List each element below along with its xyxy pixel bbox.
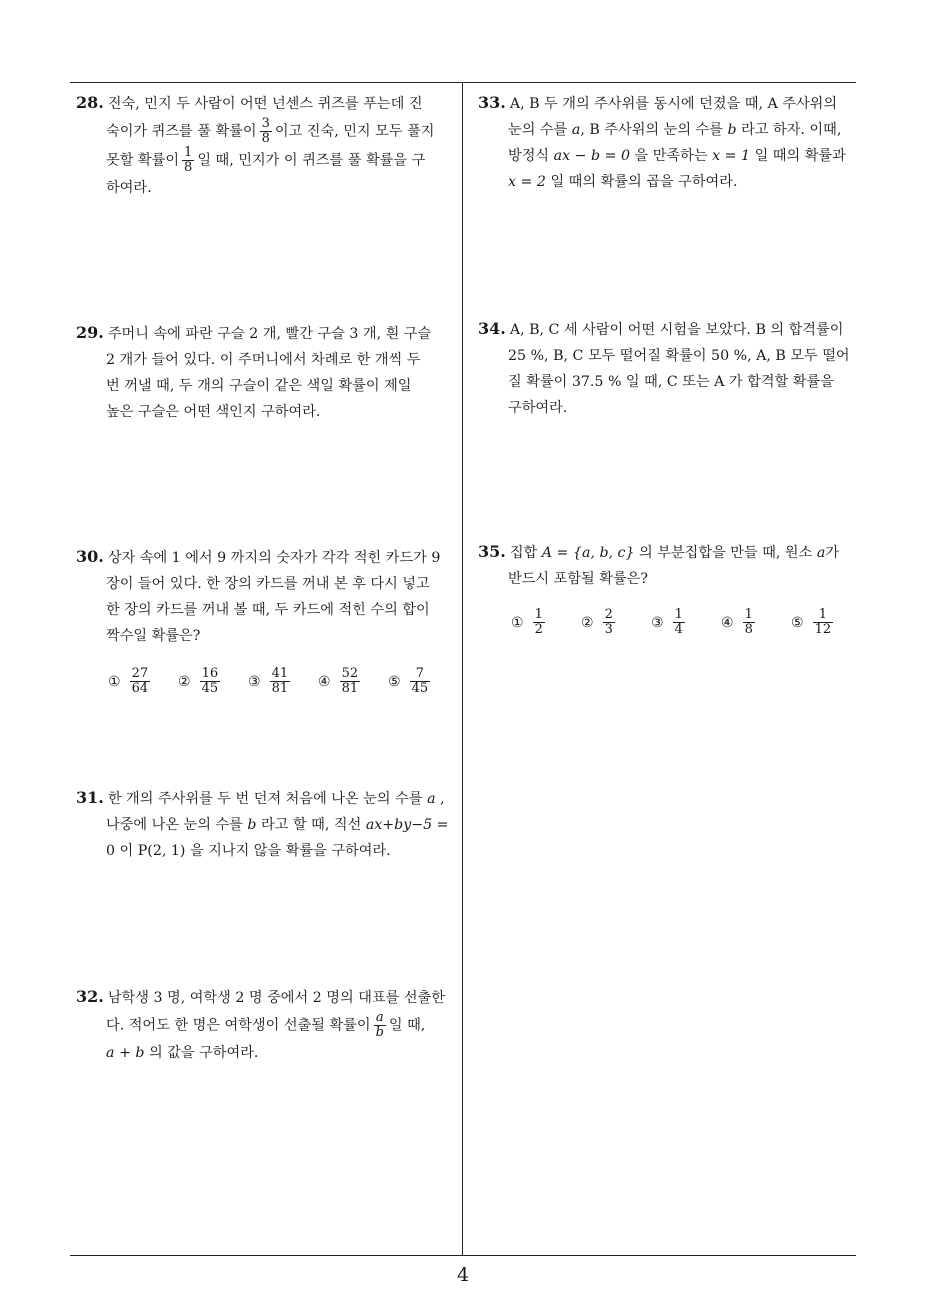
fraction-denominator: 45 xyxy=(201,681,219,696)
question-text: 2 개가 들어 있다. 이 주머니에서 차례로 한 개씩 두 xyxy=(106,352,421,368)
question-number: 28. xyxy=(76,93,104,112)
fraction-numerator: 52 xyxy=(341,666,359,681)
answer-choice[interactable] xyxy=(388,667,458,696)
fraction xyxy=(182,146,194,175)
fraction xyxy=(200,667,221,696)
fraction xyxy=(410,667,431,696)
question-number: 35. xyxy=(478,542,506,561)
fraction xyxy=(673,608,685,637)
question-text: 집합 xyxy=(509,545,538,561)
fraction-numerator: 41 xyxy=(271,666,289,681)
column-divider xyxy=(462,82,463,1256)
fraction-denominator: 64 xyxy=(131,681,149,696)
fraction-denominator: 8 xyxy=(184,160,193,175)
fraction-denominator: 8 xyxy=(261,131,270,146)
question-text: 높은 구슬은 어떤 색인지 구하여라. xyxy=(106,404,321,420)
question-number: 32. xyxy=(76,987,104,1006)
math-variable: b xyxy=(247,817,257,833)
question-text: 구하여라. xyxy=(508,400,568,416)
question-text: 진숙, 민지 두 사람이 어떤 넌센스 퀴즈를 푸는데 진 xyxy=(107,96,423,112)
math-expression: a + b xyxy=(106,1045,145,1061)
fraction-numerator: 1 xyxy=(744,607,753,622)
choice-mark: ④ xyxy=(721,614,734,631)
fraction-numerator: 1 xyxy=(813,608,834,623)
fraction-numerator: 3 xyxy=(261,116,270,131)
fraction-numerator: a xyxy=(374,1011,386,1026)
question-text: , B 주사위의 눈의 수를 xyxy=(580,122,723,138)
fraction xyxy=(260,117,272,146)
choice-mark: ③ xyxy=(248,673,261,690)
fraction-numerator: 27 xyxy=(131,666,149,681)
question-text: 하여라. xyxy=(106,180,152,196)
question-number: 33. xyxy=(478,93,506,112)
question-text: 방정식 xyxy=(508,148,550,164)
question-number: 30. xyxy=(76,547,104,566)
question-text: 나중에 나온 눈의 수를 xyxy=(106,817,243,833)
fraction-numerator: 1 xyxy=(184,145,193,160)
answer-choice[interactable] xyxy=(178,667,248,696)
answer-choices-30 xyxy=(108,667,458,696)
answer-choice[interactable] xyxy=(248,667,318,696)
question-number: 31. xyxy=(76,788,104,807)
answer-choice[interactable] xyxy=(318,667,388,696)
question-text: 한 개의 주사위를 두 번 던져 처음에 나온 눈의 수를 xyxy=(107,791,423,807)
fraction xyxy=(270,667,291,696)
question-34 xyxy=(478,316,862,421)
question-text: 일 때의 확률과 xyxy=(754,148,846,164)
math-variable: a xyxy=(816,545,826,561)
answer-choice[interactable] xyxy=(581,608,651,637)
question-text: 상자 속에 1 에서 9 까지의 숫자가 각각 적힌 카드가 9 xyxy=(107,550,441,566)
question-33 xyxy=(478,90,862,195)
question-text: 번 꺼낼 때, 두 개의 구슬이 같은 색일 확률이 제일 xyxy=(106,378,412,394)
fraction-denominator: b xyxy=(375,1025,384,1040)
question-text: A, B 두 개의 주사위를 동시에 던졌을 때, A 주사위의 xyxy=(509,96,838,112)
fraction-denominator: 8 xyxy=(744,622,753,637)
fraction-denominator: 81 xyxy=(271,681,289,696)
fraction xyxy=(533,608,545,637)
answer-choices-35 xyxy=(511,608,861,637)
question-text: 0 이 P(2, 1) 을 지나지 않을 확률을 구하여라. xyxy=(106,843,391,859)
fraction xyxy=(130,667,151,696)
fraction-numerator: 2 xyxy=(604,607,613,622)
bottom-rule xyxy=(70,1255,856,1256)
question-text: 이고 진숙, 민지 모두 풀지 xyxy=(274,123,435,140)
choice-mark: ⑤ xyxy=(388,673,401,690)
question-text: 라고 할 때, 직선 xyxy=(261,817,362,833)
page-number: 4 xyxy=(456,1264,470,1286)
question-text: 일 때의 확률의 곱을 구하여라. xyxy=(550,174,738,190)
fraction-denominator: 3 xyxy=(604,622,613,637)
choice-mark: ③ xyxy=(651,614,664,631)
fraction-denominator: 4 xyxy=(674,622,683,637)
question-31 xyxy=(76,785,456,864)
choice-mark: ① xyxy=(108,673,121,690)
fraction-denominator: 81 xyxy=(341,681,359,696)
question-number: 29. xyxy=(76,323,104,342)
math-equation: x = 1 xyxy=(712,148,751,164)
math-equation: x = 2 xyxy=(508,174,546,190)
question-text: 눈의 수를 xyxy=(508,122,568,138)
question-text: 한 장의 카드를 꺼내 볼 때, 두 카드에 적힌 수의 합이 xyxy=(106,602,430,618)
answer-choice[interactable] xyxy=(651,608,721,637)
question-text: 일 때, 민지가 이 퀴즈를 풀 확률을 구 xyxy=(197,152,426,169)
fraction-denominator: 2 xyxy=(534,622,543,637)
question-text: 장이 들어 있다. 한 장의 카드를 꺼내 본 후 다시 넣고 xyxy=(106,576,430,592)
fraction-denominator: 12 xyxy=(814,622,832,637)
choice-mark: ⑤ xyxy=(791,614,804,631)
question-text: 반드시 포함될 확률은? xyxy=(508,571,648,587)
question-text: 가 xyxy=(825,545,840,561)
question-text: 의 부분집합을 만들 때, 원소 xyxy=(639,545,813,561)
question-text: 다. 적어도 한 명은 여학생이 선출될 확률이 xyxy=(106,1017,371,1034)
question-text: 못할 확률이 xyxy=(106,152,180,169)
math-variable: a xyxy=(427,791,436,807)
answer-choice[interactable] xyxy=(791,608,861,637)
fraction xyxy=(340,667,361,696)
question-30 xyxy=(76,544,456,649)
question-text: A, B, C 세 사람이 어떤 시험을 보았다. B 의 합격률이 xyxy=(509,322,844,338)
fraction xyxy=(603,608,615,637)
fraction-denominator: 45 xyxy=(411,681,429,696)
answer-choice[interactable] xyxy=(511,608,581,637)
question-32 xyxy=(76,984,456,1066)
fraction-numerator: 1 xyxy=(534,607,543,622)
fraction xyxy=(743,608,755,637)
question-text: 남학생 3 명, 여학생 2 명 중에서 2 명의 대표를 선출한 xyxy=(107,990,445,1006)
fraction xyxy=(374,1011,386,1040)
question-text: 주머니 속에 파란 구슬 2 개, 빨간 구슬 3 개, 흰 구슬 xyxy=(107,326,432,342)
question-number: 34. xyxy=(478,319,506,338)
math-variable: b xyxy=(727,122,737,138)
choice-mark: ① xyxy=(511,614,524,631)
question-text: 일 때, xyxy=(388,1017,426,1034)
choice-mark: ② xyxy=(178,673,191,690)
top-rule xyxy=(70,82,856,83)
fraction-numerator: 16 xyxy=(201,666,219,681)
fraction xyxy=(813,608,834,637)
question-text: 질 확률이 37.5 % 일 때, C 또는 A 가 합격할 확률을 xyxy=(508,374,834,390)
choice-mark: ④ xyxy=(318,673,331,690)
answer-choice[interactable] xyxy=(108,667,178,696)
answer-choice[interactable] xyxy=(721,608,791,637)
question-28 xyxy=(76,90,456,201)
question-text: 짝수일 확률은? xyxy=(106,628,201,644)
fraction-numerator: 1 xyxy=(674,607,683,622)
question-text: , xyxy=(440,791,445,807)
question-text: 의 값을 구하여라. xyxy=(148,1045,259,1061)
question-35 xyxy=(478,539,862,592)
question-text: 숙이가 퀴즈를 풀 확률이 xyxy=(106,123,257,140)
math-variable: a xyxy=(571,122,581,138)
math-set: A = {a, b, c} xyxy=(541,545,635,561)
choice-mark: ② xyxy=(581,614,594,631)
question-text: 라고 하자. 이때, xyxy=(741,122,842,138)
question-text: 25 %, B, C 모두 떨어질 확률이 50 %, A, B 모두 떨어 xyxy=(508,348,850,364)
math-equation: ax − b = 0 xyxy=(553,148,631,164)
question-text: 을 만족하는 xyxy=(634,148,708,164)
question-29 xyxy=(76,320,456,425)
math-equation: ax+by−5 = xyxy=(365,817,449,833)
fraction-numerator: 7 xyxy=(410,667,431,682)
